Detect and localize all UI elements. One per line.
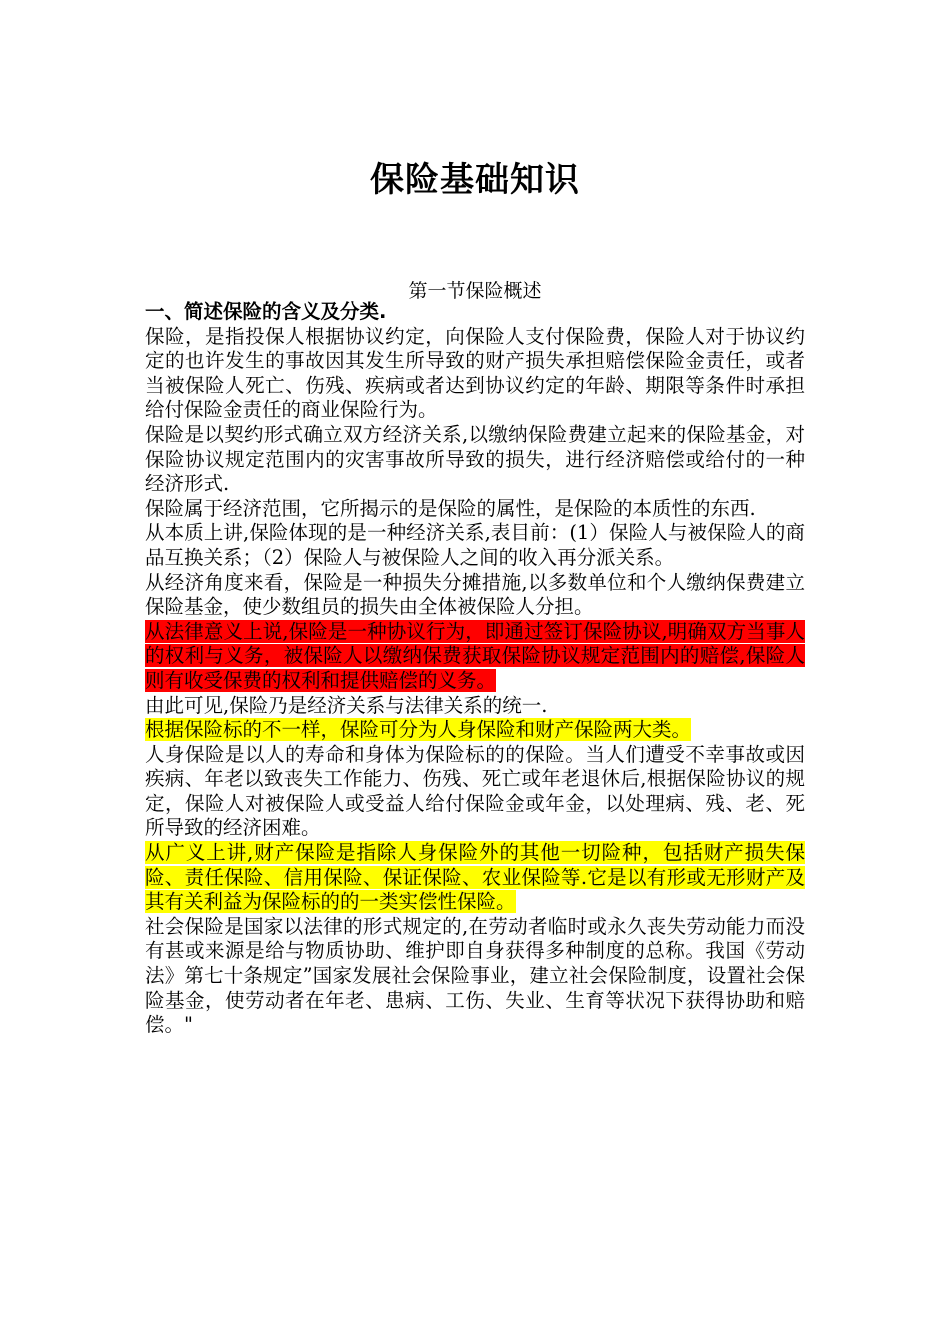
paragraph-legal-view [145, 620, 805, 694]
paragraph-contract-form: 保险是以契约形式确立双方经济关系,以缴纳保险费建立起来的保险基金，对保险协议规定范围内的灾害事故所导致的损失，进行经济赔偿或给付的一种经济形式. [145, 422, 805, 496]
section-title: 第一节保险概述 [408, 280, 542, 302]
highlight-red: 从法律意义上说,保险是一种协议行为，即通过签订保险协议,明确双方当事人的权利与义务，被保险人以缴纳保费获取保险协议规定范围内的赔偿,保险人则有收受保费的权利和提供赔偿的义务。 [145, 619, 805, 692]
paragraph-definition: 保险，是指投保人根据协议约定，向保险人支付保险费，保险人对于协议约定的也许发生的事故因其发生所导致的财产损失承担赔偿保险金责任，或者当被保险人死亡、伤残、疾病或者达到协议约定的年龄、期限等条件时承担给付保险金责任的商业保险行为。 [145, 324, 805, 422]
document-body [145, 300, 805, 1038]
highlight-yellow: 根据保险标的不一样，保险可分为人身保险和财产保险两大类。 [145, 718, 692, 742]
paragraph-economic-scope: 保险属于经济范围，它所揭示的是保险的属性，是保险的本质性的东西. [145, 496, 756, 520]
document-title: 保险基础知识 [370, 160, 580, 200]
paragraph-essence: 从本质上讲,保险体现的是一种经济关系,表目前：(1）保险人与被保险人的商品互换关系；（2）保险人与被保险人之间的收入再分派关系。 [145, 521, 805, 569]
paragraph-classification [145, 718, 805, 743]
highlight-yellow: 从广义上讲,财产保险是指除人身保险外的其他一切险种，包括财产损失保险、责任保险、信用保险、保证保险、农业保险等.它是以有形或无形财产及其有关利益为保险标的的一类实偿性保险。 [145, 841, 805, 914]
paragraph-social-insurance: 社会保险是国家以法律的形式规定的,在劳动者临时或永久丧失劳动能力而没有甚或来源是给与物质协助、维护即自身获得多种制度的总称。我国《劳动法》第七十条规定”国家发展社会保险事业，建立社会保险制度，设置社会保险基金，使劳动者在年老、患病、工伤、失业、生育等状况下获得协助和赔偿。" [145, 914, 805, 1037]
paragraph-economic-view: 从经济角度来看，保险是一种损失分摊措施,以多数单位和个人缴纳保费建立保险基金，使少数组员的损失由全体被保险人分担。 [145, 570, 805, 619]
paragraph-personal-insurance: 人身保险是以人的寿命和身体为保险标的的保险。当人们遭受不幸事故或因疾病、年老以致丧失工作能力、伤残、死亡或年老退休后,根据保险协议的规定，保险人对被保险人或受益人给付保险金或年金，以处理病、残、老、死所导致的经济困难。 [145, 742, 805, 840]
section-heading: 一、简述保险的含义及分类. [145, 300, 387, 323]
paragraph-unity: 由此可见,保险乃是经济关系与法律关系的统一. [145, 693, 548, 717]
paragraph-property-insurance [145, 841, 805, 915]
